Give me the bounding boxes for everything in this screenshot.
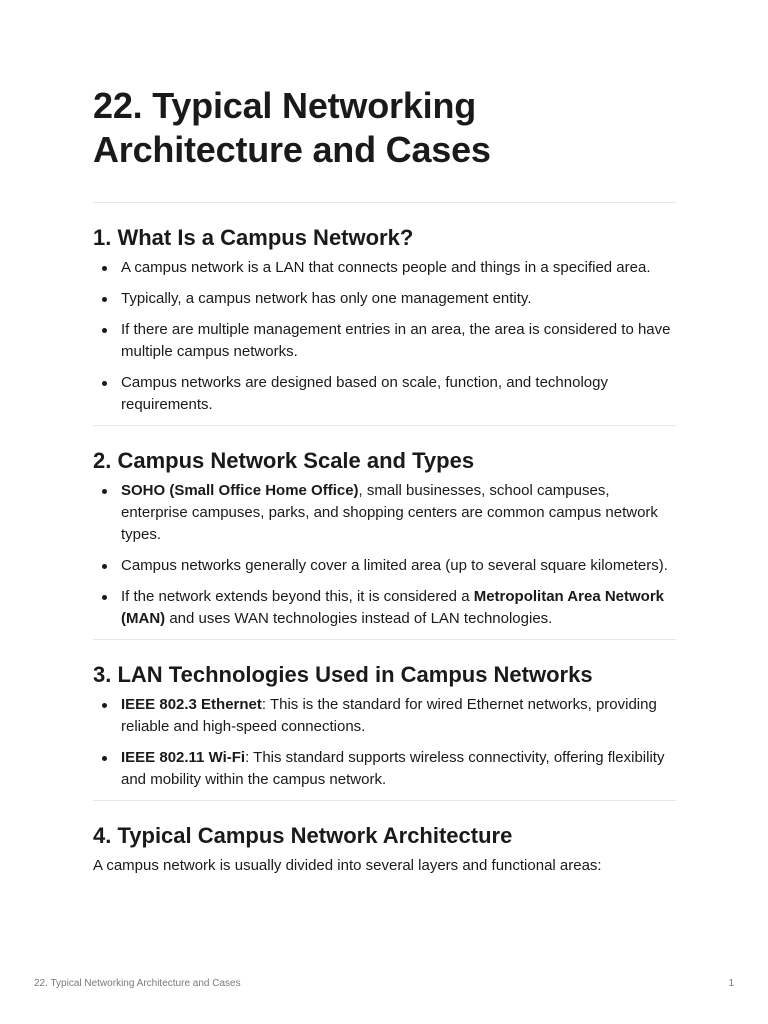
section-heading: 2. Campus Network Scale and Types (93, 448, 475, 473)
footer-doc-title: 22. Typical Networking Architecture and Cases (34, 978, 241, 989)
title-divider (93, 202, 676, 203)
section-3 (93, 660, 676, 791)
bullet-dot-icon (102, 595, 107, 600)
section-divider (93, 425, 676, 426)
list-item (93, 257, 676, 279)
bullet-text-pre: If the network extends beyond this, it is considered a (121, 588, 474, 605)
bullet-text: : This standard supports wireless connectivity, offering flexibility and mobility within the campus network. (121, 749, 665, 788)
section-heading: 1. What Is a Campus Network? (93, 225, 414, 250)
section-2 (93, 446, 676, 630)
bullet-dot-icon (102, 381, 107, 386)
document-page (93, 84, 676, 877)
section-1 (93, 223, 676, 416)
list-item (93, 288, 676, 310)
bullet-text: and uses WAN technologies instead of LAN technologies. (165, 610, 553, 627)
list-item (93, 319, 676, 363)
bullet-text: Typically, a campus network has only one management entity. (121, 290, 532, 307)
list-item (93, 747, 676, 791)
bullet-dot-icon (102, 756, 107, 761)
bullet-text: Campus networks are designed based on scale, function, and technology requirements. (121, 374, 608, 413)
section-heading: 4. Typical Campus Network Architecture (93, 823, 513, 848)
bullet-list (93, 480, 676, 630)
list-item (93, 694, 676, 738)
bullet-list (93, 257, 676, 416)
list-item (93, 480, 676, 546)
page-title: 22. Typical Networking Architecture and Cases (93, 85, 491, 170)
bullet-dot-icon (102, 564, 107, 569)
section-heading: 3. LAN Technologies Used in Campus Networks (93, 662, 593, 687)
bullet-dot-icon (102, 489, 107, 494)
list-item (93, 555, 676, 577)
bullet-text: A campus network is a LAN that connects people and things in a specified area. (121, 259, 651, 276)
section-divider (93, 800, 676, 801)
bullet-dot-icon (102, 297, 107, 302)
list-item (93, 372, 676, 416)
bullet-bold-term: SOHO (Small Office Home Office) (121, 482, 359, 499)
bullet-text: If there are multiple management entries in an area, the area is considered to have multiple campus networks. (121, 321, 671, 360)
bullet-dot-icon (102, 328, 107, 333)
bullet-text: : This is the standard for wired Ethernet networks, providing reliable and high-speed connections. (121, 696, 657, 735)
bullet-text: Campus networks generally cover a limited area (up to several square kilometers). (121, 557, 668, 574)
list-item (93, 586, 676, 630)
bullet-text: , small businesses, school campuses, enterprise campuses, parks, and shopping centers are common campus network types. (121, 482, 658, 543)
bullet-list (93, 694, 676, 791)
section-4 (93, 821, 676, 877)
footer-page-number: 1 (728, 978, 734, 989)
bullet-dot-icon (102, 703, 107, 708)
bullet-bold-term: IEEE 802.3 Ethernet (121, 696, 262, 713)
bullet-dot-icon (102, 266, 107, 271)
section-paragraph: A campus network is usually divided into several layers and functional areas: (93, 857, 602, 874)
bullet-bold-term: Metropolitan Area Network (MAN) (121, 588, 665, 627)
bullet-bold-term: IEEE 802.11 Wi-Fi (121, 749, 246, 766)
section-divider (93, 639, 676, 640)
